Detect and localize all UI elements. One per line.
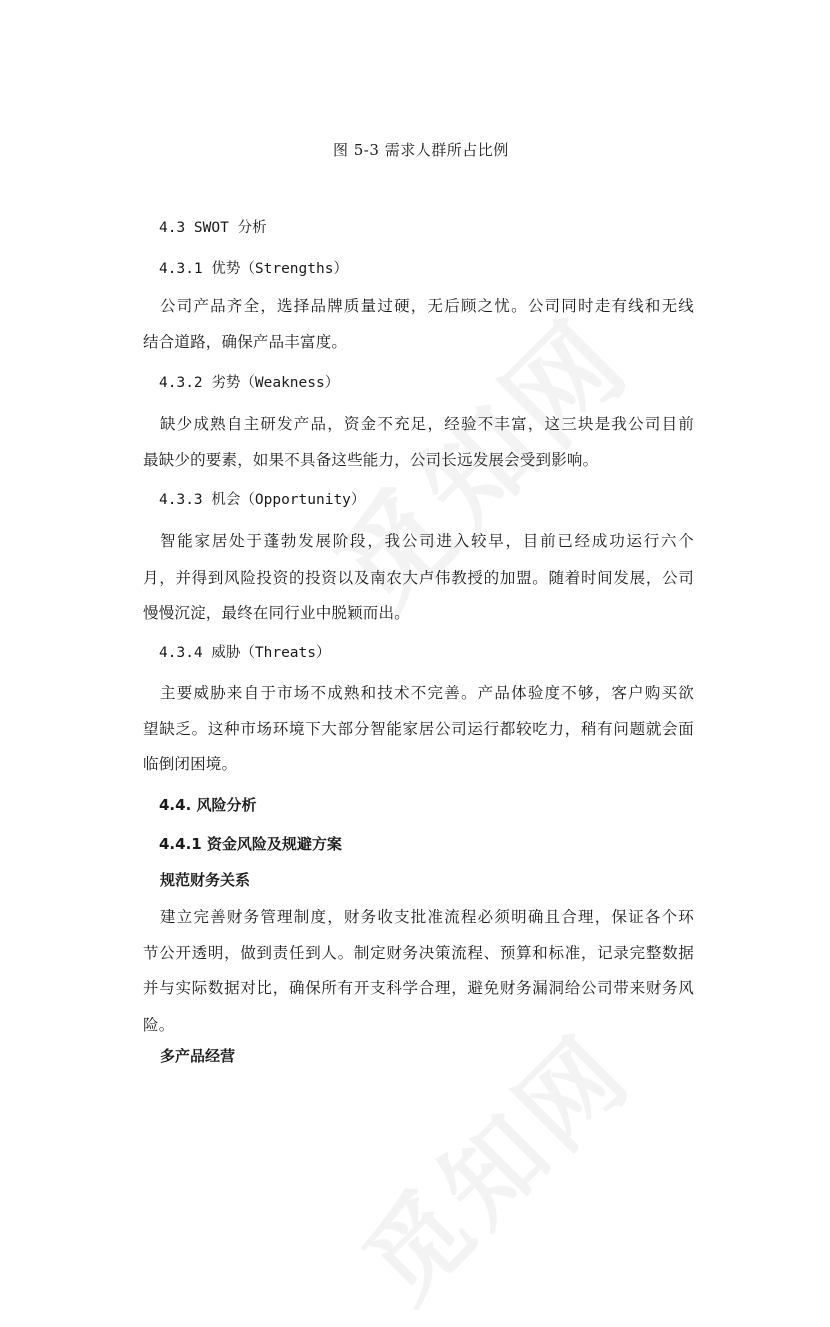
finance-line-2: 节公开透明，做到责任到人。制定财务决策流程、预算和标准，记录完整数据	[143, 944, 694, 962]
opportunity-line-1: 智能家居处于蓬勃发展阶段，我公司进入较早，目前已经成功运行六个	[160, 532, 694, 550]
section-heading-capital-risk: 4.4.1 资金风险及规避方案	[159, 835, 342, 853]
finance-line-4: 险。	[143, 1016, 175, 1034]
weakness-line-2: 最缺少的要素，如果不具备这些能力，公司长远发展会受到影响。	[143, 451, 599, 469]
opportunity-line-2: 月，并得到风险投资的投资以及南农大卢伟教授的加盟。随着时间发展，公司	[143, 569, 694, 587]
section-heading-swot: 4.3 SWOT 分析	[159, 220, 267, 236]
subheading-finance: 规范财务关系	[160, 871, 251, 889]
subheading-multi-product: 多产品经营	[160, 1047, 236, 1065]
section-heading-weakness: 4.3.2 劣势（Weakness）	[159, 375, 340, 391]
threats-line-1: 主要威胁来自于市场不成熟和技术不完善。产品体验度不够，客户购买欲	[160, 684, 694, 702]
finance-line-1: 建立完善财务管理制度，财务收支批准流程必须明确且合理，保证各个环	[160, 908, 694, 926]
section-heading-strengths: 4.3.1 优势（Strengths）	[159, 261, 348, 277]
opportunity-line-3: 慢慢沉淀，最终在同行业中脱颖而出。	[143, 604, 410, 622]
finance-line-3: 并与实际数据对比，确保所有开支科学合理，避免财务漏洞给公司带来财务风	[143, 979, 694, 997]
strengths-line-2: 结合道路，确保产品丰富度。	[143, 333, 348, 351]
strengths-line-1: 公司产品齐全，选择品牌质量过硬，无后顾之忧。公司同时走有线和无线	[160, 297, 694, 315]
weakness-line-1: 缺少成熟自主研发产品，资金不充足，经验不丰富，这三块是我公司目前	[160, 415, 694, 433]
section-heading-threats: 4.3.4 威胁（Threats）	[159, 645, 331, 661]
threats-line-3: 临倒闭困境。	[143, 755, 238, 773]
section-heading-risk: 4.4. 风险分析	[159, 796, 257, 814]
figure-caption: 图 5-3 需求人群所占比例	[333, 141, 509, 159]
section-heading-opportunity: 4.3.3 机会（Opportunity）	[159, 492, 366, 508]
watermark	[327, 997, 658, 1327]
threats-line-2: 望缺乏。这种市场环境下大部分智能家居公司运行都较吃力，稍有问题就会面	[143, 720, 694, 738]
